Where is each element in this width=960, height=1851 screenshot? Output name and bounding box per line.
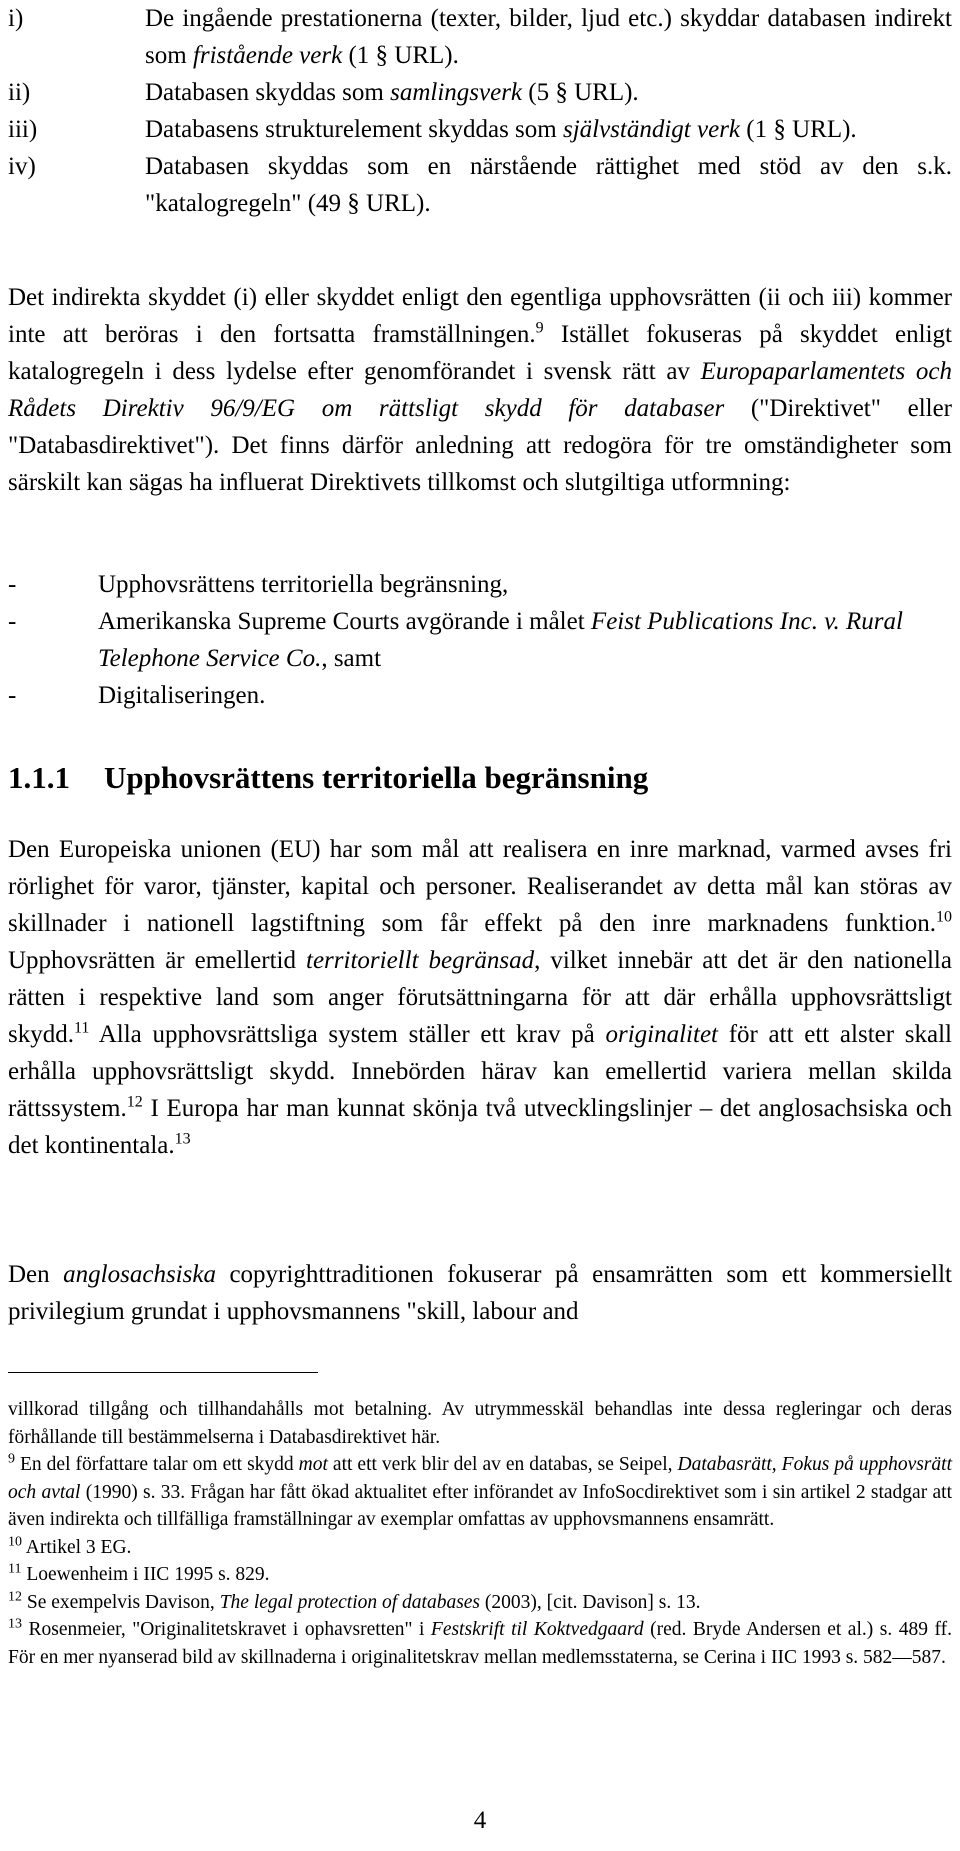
protection-forms-list: [8, 0, 952, 222]
list-item-text: Databasens strukturelement skyddas som: [145, 116, 563, 143]
footnote-separator: [8, 1372, 318, 1373]
footnote-text: (1990) s. 33. Frågan har fått ökad aktualitet efter införandet av InfoSocdirektivet som i sin artikel 2 stadgar att även indirekta och tillfälliga framställningar av exemplar omfattas av upphovsmannens ensamrätt.: [8, 1481, 952, 1530]
paragraph-text: ("Direktivet" eller "Databasdirektivet"). Det finns därför anledning att redogöra för tre omständigheter som särskilt kan sägas ha influerat Direktivets tillkomst och slutgiltiga utformning:: [8, 395, 953, 496]
list-item-emphasis: självständigt verk: [562, 116, 741, 143]
footnote-ref[interactable]: 13: [174, 1130, 191, 1148]
footnote-emphasis: mot: [298, 1454, 328, 1475]
list-item-text: , samt: [321, 645, 382, 672]
footnote-number: 12: [8, 1589, 22, 1604]
footnote-ref[interactable]: 10: [936, 908, 952, 926]
paragraph-emphasis: originalitet: [605, 1021, 718, 1048]
footnote-ref[interactable]: 12: [126, 1093, 143, 1111]
footnote-number: 10: [8, 1534, 22, 1549]
list-item: [8, 603, 952, 677]
footnotes: [8, 1396, 952, 1671]
directive-title: Europaparlamentets och Rådets Direktiv 96/9/EG om rättsligt skydd för databaser: [8, 358, 952, 422]
list-item-text: Databasen skyddas som: [145, 79, 391, 106]
paragraph-emphasis: anglosachsiska: [63, 1261, 216, 1288]
footnote-continuation: villkorad tillgång och tillhandahålls mot betalning. Av utrymmesskäl behandlas inte dessa regleringar och deras förhållande till bestämmelserna i Databasdirektivet här.: [8, 1399, 952, 1448]
footnote-number: 13: [8, 1616, 22, 1632]
paragraph-text: copyrighttraditionen fokuserar på ensamrätten som ett kommersiellt privilegium grundat i upphovsmannens "skill, labour and: [8, 1261, 953, 1325]
footnote-ref[interactable]: 9: [535, 319, 544, 337]
footnote-text: En del författare talar om ett skydd: [15, 1454, 299, 1475]
paragraph-text: I Europa har man kunnat skönja två utvecklingslinjer – det anglosachsiska och det kontinentala.: [8, 1095, 952, 1159]
footnote-12: [8, 1589, 952, 1617]
paragraph-text: Istället fokuseras på skyddet enligt katalogregeln i dess lydelse efter genomförandet i svensk rätt av: [8, 321, 952, 385]
footnote-text: Se exempelvis Davison,: [22, 1591, 220, 1613]
paragraph-emphasis: territoriellt begränsad: [306, 947, 535, 974]
list-marker: i): [8, 5, 24, 32]
list-item-text: (1 § URL).: [740, 116, 857, 143]
paragraph-anglosaxon: [8, 1256, 952, 1330]
list-item: [8, 677, 952, 714]
section-title: Upphovsrättens territoriella begränsning: [104, 760, 649, 795]
book-title: Festskrift til Koktvedgaard: [430, 1619, 644, 1640]
list-item-text: Amerikanska Supreme Courts avgörande i målet: [98, 608, 591, 635]
footnote-10: [8, 1534, 952, 1562]
page-number: 4: [473, 1807, 487, 1834]
list-item-emphasis: samlingsverk: [390, 79, 523, 106]
paragraph-text: , vilket innebär att det är den nationella rätten i respektive land som anger förutsättningarna för att där erhålla upphovsrättsligt skydd.: [8, 947, 952, 1048]
footnote-11: [8, 1561, 952, 1589]
list-marker: -: [8, 682, 17, 709]
list-item: [8, 148, 952, 222]
footnote-text: Loewenheim i IIC 1995 s. 829.: [21, 1564, 270, 1585]
footnote-text: (red. Bryde Andersen et al.) s. 489 ff. För en mer nyanserad bild av skillnaderna i originalitetskrav mellan medlemsstaterna, se Cerina i IIC 1993 s. 582—587.: [8, 1619, 953, 1668]
section-number: 1.1.1: [8, 760, 70, 795]
paragraph-text: för att ett alster skall erhålla upphovsrättsligt skydd. Innebörden härav kan emellertid variera mellan skilda rättssystem.: [8, 1021, 952, 1122]
footnote-number: 11: [8, 1561, 22, 1577]
paragraph-text: Alla upphovsrättsliga system ställer ett krav på: [89, 1021, 606, 1048]
list-item-text: Upphovsrättens territoriella begränsning,: [98, 571, 509, 598]
footnote-text: att ett verk blir del av en databas, se Seipel,: [327, 1454, 678, 1475]
list-marker: -: [8, 571, 17, 598]
list-marker: iv): [8, 153, 36, 180]
list-item: [8, 111, 952, 148]
list-marker: -: [8, 608, 17, 635]
footnote-text: Artikel 3 EG.: [22, 1536, 132, 1558]
footnote-text: Rosenmeier, "Originalitetskravet i ophavsretten" i: [22, 1619, 431, 1640]
list-item: [8, 566, 952, 603]
paragraph-territoriality: [8, 831, 952, 1164]
footnote-13: [8, 1616, 952, 1671]
footnote-number: 9: [8, 1451, 15, 1467]
list-item-text: Databasen skyddas som en närstående rättighet med stöd av den s.k. "katalogregeln" (49 § URL).: [145, 153, 952, 217]
list-item: [8, 0, 952, 74]
list-item: [8, 74, 952, 111]
list-item-emphasis: fristående verk: [192, 42, 343, 69]
book-title: Databasrätt, Fokus på upphovsrätt och avtal: [8, 1454, 952, 1503]
footnote-ref[interactable]: 11: [73, 1019, 90, 1037]
paragraph-text: Det indirekta skyddet (i) eller skyddet enligt den egentliga upphovsrätten (ii och iii) kommer inte att beröras i den fortsatta framställningen.: [8, 284, 952, 348]
circumstances-list: [8, 566, 952, 714]
paragraph-scope: [8, 279, 952, 501]
case-name: Feist Publications Inc. v. Rural Telephone Service Co.: [98, 608, 903, 672]
list-item-text: (5 § URL).: [522, 79, 639, 106]
list-marker: iii): [8, 116, 38, 143]
book-title: The legal protection of databases: [219, 1591, 481, 1613]
section-heading: [8, 758, 648, 798]
list-marker: ii): [8, 79, 31, 106]
paragraph-text: Den: [8, 1261, 64, 1288]
list-item-text: (1 § URL).: [342, 42, 459, 69]
list-item-text: De ingående prestationerna (texter, bilder, ljud etc.) skyddar databasen indirekt som: [145, 5, 952, 69]
paragraph-text: Den Europeiska unionen (EU) har som mål att realisera en inre marknad, varmed avses fri rörlighet för varor, tjänster, kapital och personer. Realiserandet av detta mål kan störas av skillnader i nationell lagstiftning som får effekt på den inre marknadens funktion.: [8, 836, 952, 937]
footnote-text: (2003), [cit. Davison] s. 13.: [480, 1591, 701, 1613]
paragraph-text: Upphovsrätten är emellertid: [8, 947, 307, 974]
footnote-9: [8, 1451, 952, 1534]
list-item-text: Digitaliseringen.: [98, 682, 266, 709]
